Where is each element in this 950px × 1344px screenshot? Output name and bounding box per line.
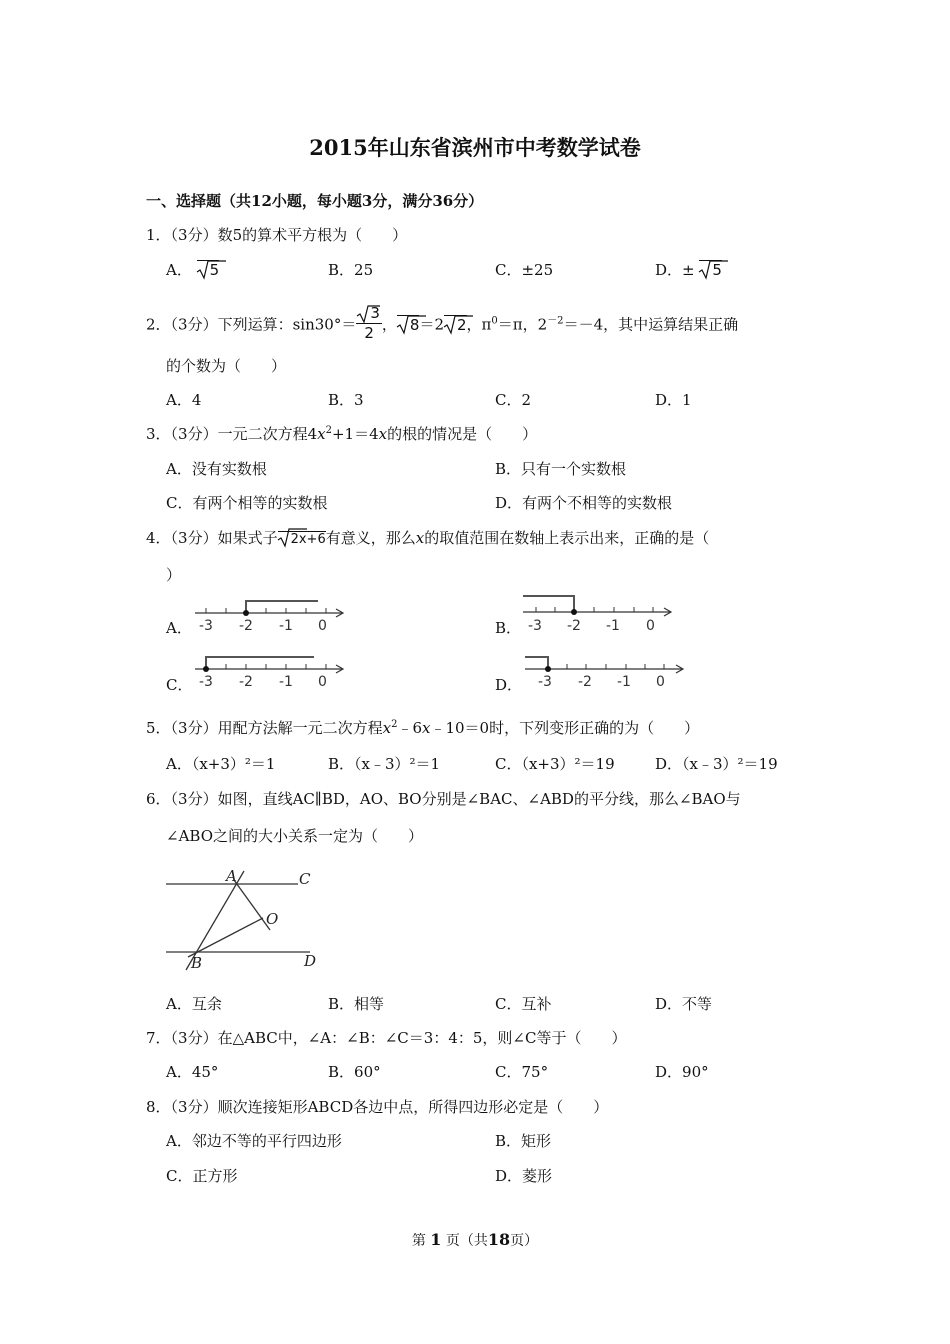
stem-text: ＝π，2: [497, 315, 548, 334]
question-2-option-b: B．3: [328, 391, 364, 409]
sqrt-expression: [397, 316, 420, 334]
variable: x: [317, 425, 326, 443]
superscript: －2: [547, 315, 564, 327]
tick-label: -2: [239, 674, 253, 690]
superscript: 2: [391, 719, 398, 730]
sqrt-expression: [197, 261, 220, 279]
geometry-figure: [160, 862, 330, 974]
question-3-option-c: C．有两个相等的实数根: [166, 494, 328, 512]
question-2-stem: [146, 306, 738, 345]
question-3-stem: [146, 423, 537, 444]
tick-label: -1: [279, 674, 293, 690]
variable: x: [415, 529, 425, 547]
stem-text: +1＝4: [331, 425, 379, 443]
question-4-option-c-label: C．: [166, 676, 193, 694]
variable: x: [421, 719, 431, 737]
total-pages: 18: [487, 1230, 511, 1249]
question-1-stem: 1．（3分）数5的算术平方根为（ ）: [146, 226, 408, 244]
question-7-option-c: C．75°: [495, 1063, 549, 1081]
fraction: [356, 304, 382, 343]
question-4-option-b-label: B．: [495, 619, 522, 637]
tick-label: -1: [606, 618, 620, 634]
superscript: 2: [325, 425, 332, 436]
tick-label: -2: [567, 618, 581, 634]
question-5-option-d: D．（x﹣3）²＝19: [655, 755, 778, 773]
variable: x: [378, 425, 388, 443]
question-1-option-b: B．25: [328, 261, 374, 279]
question-3-option-b: B．只有一个实数根: [495, 460, 627, 478]
question-1-option-d: [655, 259, 722, 280]
closed-endpoint-dot: [571, 609, 577, 615]
fraction-denominator: 2: [364, 324, 374, 342]
closed-endpoint-dot: [243, 610, 249, 616]
stem-text: 的根的情况是（ ）: [387, 425, 538, 443]
question-2-option-d: D．1: [655, 391, 692, 409]
number-line-c: [190, 652, 350, 692]
question-4-stem: [146, 527, 709, 548]
stem-text: 2．（3分）下列运算：sin30°＝: [146, 315, 357, 334]
tick-label: -1: [279, 618, 293, 634]
stem-text: ＝－4，其中运算结果正确: [563, 315, 739, 334]
stem-text: ﹣10＝0时，下列变形正确的为（ ）: [430, 719, 700, 737]
radical-sign-icon: [396, 315, 410, 335]
radical-sign-icon: [698, 260, 712, 280]
variable: x: [382, 719, 392, 737]
question-3-option-a: A．没有实数根: [166, 460, 267, 478]
point-label-a: A: [226, 867, 237, 885]
question-4-option-a-label: A．: [166, 619, 192, 637]
line-bo: [188, 918, 263, 957]
tick-label: -1: [617, 674, 631, 690]
question-5-stem: [146, 717, 699, 738]
question-5-option-b: B．（x﹣3）²＝1: [328, 755, 441, 773]
stem-text: ＝2: [419, 315, 444, 334]
radical-sign-icon: [277, 528, 291, 548]
question-5-option-a: A．（x+3）²＝1: [166, 755, 276, 773]
question-6-stem-line2: ∠ABO之间的大小关系一定为（ ）: [166, 827, 424, 845]
point-label-d: D: [304, 952, 317, 970]
stem-text: 有意义，那么: [325, 529, 416, 547]
question-8-stem: 8．（3分）顺次连接矩形ABCD各边中点，所得四边形必定是（ ）: [146, 1098, 609, 1116]
sqrt-expression: [444, 316, 467, 334]
page-number: 1: [430, 1230, 442, 1249]
question-7-stem: 7．（3分）在△ABC中，∠A：∠B：∠C＝3：4：5，则∠C等于（ ）: [146, 1029, 627, 1047]
point-label-o: O: [266, 910, 279, 928]
tick-label: -3: [528, 618, 542, 634]
stem-text: ，: [381, 315, 397, 334]
stem-text: 3．（3分）一元二次方程4: [146, 425, 318, 443]
question-7-option-d: D．90°: [655, 1063, 709, 1081]
tick-label: 0: [318, 618, 327, 634]
number-line-d: [520, 652, 690, 692]
line-ao: [234, 880, 270, 930]
radical-sign-icon: [196, 260, 210, 280]
stem-text: ，π: [466, 315, 492, 334]
footer-text: 页）: [510, 1233, 539, 1249]
question-7-option-a: A．45°: [166, 1063, 219, 1081]
option-label: A．: [166, 261, 192, 279]
question-6-option-d: D．不等: [655, 995, 713, 1013]
question-6-option-a: A．互余: [166, 995, 222, 1013]
radicand: 5: [197, 260, 220, 279]
number-line-a: [190, 596, 350, 636]
stem-text: 的取值范围在数轴上表示出来，正确的是（: [424, 529, 710, 547]
sqrt-expression: [699, 261, 722, 279]
question-3-option-d: D．有两个不相等的实数根: [495, 494, 673, 512]
page-footer: [0, 1230, 950, 1250]
radicand: 3: [370, 304, 380, 322]
question-5-option-c: C．（x+3）²＝19: [495, 755, 615, 773]
number-line-b: [518, 592, 683, 636]
question-8-option-a: A．邻边不等的平行四边形: [166, 1132, 342, 1150]
question-2-stem-line2: 的个数为（ ）: [166, 357, 287, 375]
footer-text: 第: [411, 1233, 426, 1249]
superscript: 0: [491, 315, 498, 327]
point-label-c: C: [299, 870, 311, 888]
question-2-option-c: C．2: [495, 391, 532, 409]
radicand: 8: [397, 315, 420, 334]
radical-sign-icon: [443, 315, 457, 335]
footer-text: 页（共: [445, 1233, 488, 1249]
stem-text: ﹣6: [397, 719, 422, 737]
tick-label: 0: [656, 674, 665, 690]
closed-endpoint-dot: [203, 666, 209, 672]
question-6-stem: 6．（3分）如图，直线AC∥BD，AO、BO分别是∠BAC、∠ABD的平分线，那么∠BAO与: [146, 790, 741, 808]
question-7-option-b: B．60°: [328, 1063, 381, 1081]
fraction-numerator: [356, 304, 382, 324]
tick-label: -2: [578, 674, 592, 690]
tick-label: -3: [199, 618, 213, 634]
question-2-option-a: A．4: [166, 391, 202, 409]
radicand: 2x+6: [278, 531, 326, 547]
radicand: 2: [444, 315, 467, 334]
question-4-option-d-label: D．: [495, 676, 523, 694]
question-8-option-c: C．正方形: [166, 1167, 238, 1185]
page-title: 2015年山东省滨州市中考数学试卷: [309, 135, 641, 160]
question-8-option-b: B．矩形: [495, 1132, 552, 1150]
closed-endpoint-dot: [545, 666, 551, 672]
tick-label: -3: [199, 674, 213, 690]
point-label-b: B: [191, 954, 203, 972]
option-label: D．±: [655, 261, 695, 279]
question-1-option-c: C．±25: [495, 261, 554, 279]
stem-text: 4．（3分）如果式子: [146, 529, 278, 547]
question-6-option-b: B．相等: [328, 995, 385, 1013]
stem-text: 5．（3分）用配方法解一元二次方程: [146, 719, 383, 737]
question-1-option-a: [166, 259, 219, 280]
radicand: 5: [699, 260, 722, 279]
section-heading: 一、选择题（共12小题，每小题3分，满分36分）: [146, 192, 484, 210]
tick-label: -2: [239, 618, 253, 634]
sqrt-expression: [278, 529, 326, 547]
question-6-option-c: C．互补: [495, 995, 552, 1013]
tick-label: 0: [646, 618, 655, 634]
radical-sign-icon: [356, 304, 370, 324]
question-8-option-d: D．菱形: [495, 1167, 553, 1185]
question-4-stem-line2: ）: [166, 566, 182, 584]
tick-label: -3: [538, 674, 552, 690]
tick-label: 0: [318, 674, 327, 690]
